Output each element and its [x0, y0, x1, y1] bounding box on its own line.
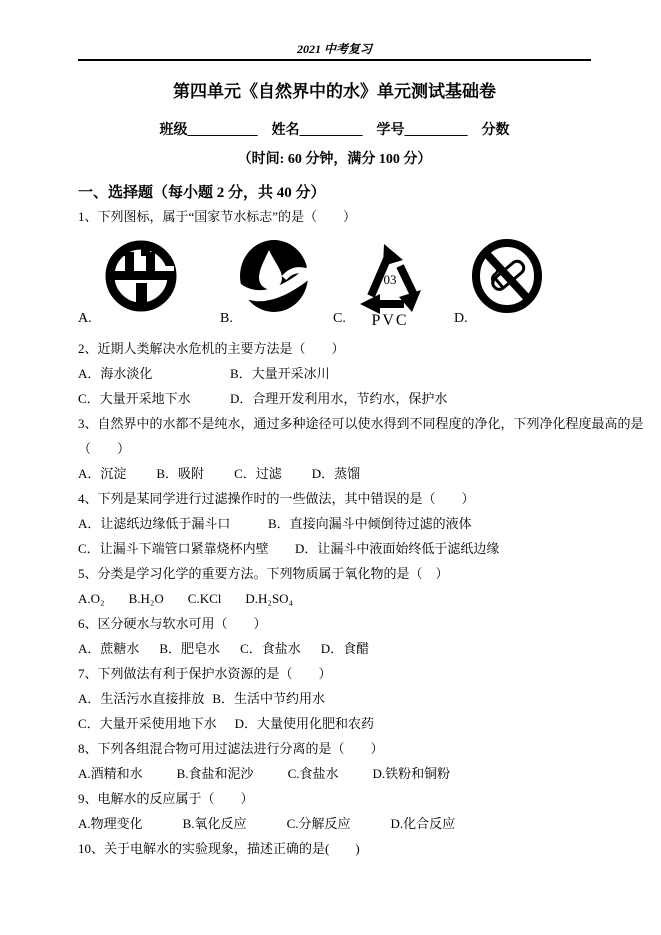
option-text: A.物理变化: [78, 816, 143, 831]
question-3-stem-continued: （ ）: [78, 441, 131, 456]
question-6-stem: 6、区分硬水与软水可用（ ）: [78, 616, 267, 631]
option-text: D.铁粉和铜粉: [372, 766, 451, 781]
question-4-options-row-1: [78, 516, 591, 531]
option-text: C.分解反应: [286, 816, 351, 831]
option-text: A.O₂: [78, 591, 105, 606]
option-text: C.KCl: [187, 591, 222, 606]
option-text: B.氧化反应: [182, 816, 247, 831]
section-1-heading: 一、选择题（每小题 2 分，共 40 分）: [78, 185, 326, 201]
option-text: D．让漏斗中液面始终低于滤纸边缘: [295, 541, 500, 556]
recycling-pvc-logo-icon: [346, 234, 432, 327]
option-text: D．蒸馏: [311, 466, 361, 481]
option-text: D．食醋: [320, 641, 370, 656]
option-text: B.H₂O: [128, 591, 164, 606]
option-text: D．大量使用化肥和农药: [234, 716, 375, 731]
option-text: C．大量开采地下水: [78, 391, 191, 406]
option-text: D.H₂SO₄: [245, 591, 294, 606]
option-text: B．吸附: [156, 466, 205, 481]
question-4-stem: 4、下列是某同学进行过滤操作时的一些做法，其中错误的是（ ）: [78, 491, 475, 506]
option-text: A．让滤纸边缘低于漏斗口: [78, 516, 231, 531]
question-2-options-row-2: [78, 391, 591, 406]
class-blank: 班级__________: [159, 123, 258, 138]
page-title: 第四单元《自然界中的水》单元测试基础卷: [173, 82, 496, 101]
option-text: C．大量开采使用地下水: [78, 716, 217, 731]
question-2-options-row-1: [78, 366, 591, 381]
option-c-figure: [333, 234, 454, 329]
option-text: B.食盐和泥沙: [176, 766, 254, 781]
option-text: B．肥皂水: [159, 641, 221, 656]
option-text: B．大量开采冰川: [230, 366, 330, 381]
question-8-stem: 8、下列各组混合物可用过滤法进行分离的是（ ）: [78, 741, 384, 756]
question-10-stem: 10、关于电解水的实验现象，描述正确的是( ): [78, 841, 360, 856]
option-c-label: C.: [333, 311, 346, 326]
option-text: B．生活中节约用水: [212, 691, 326, 706]
question-6-options-row: [78, 641, 591, 656]
question-7-stem: 7、下列做法有利于保护水资源的是（ ）: [78, 666, 332, 681]
question-7-options-row-2: [78, 716, 591, 731]
student-id-blank: 学号_________: [376, 123, 468, 138]
option-b-label: B.: [220, 311, 233, 326]
option-text: A．海水淡化: [78, 366, 153, 381]
option-text: A．蔗糖水: [78, 641, 140, 656]
option-text: C．让漏斗下端管口紧靠烧杯内壁: [78, 541, 269, 556]
option-text: A.酒精和水: [78, 766, 143, 781]
option-text: C．食盐水: [240, 641, 301, 656]
recycle-material-text: PVC: [371, 312, 409, 327]
time-score-line: （时间: 60 分钟，满分 100 分）: [237, 152, 432, 167]
question-7-options-row-1: [78, 691, 591, 706]
option-text: A．沉淀: [78, 466, 127, 481]
option-a-figure: [78, 234, 220, 329]
question-5-options-row: [78, 591, 591, 606]
question-2-stem: 2、近期人类解决水危机的主要方法是（ ）: [78, 341, 345, 356]
option-text: D.化合反应: [390, 816, 456, 831]
student-info-line: [78, 119, 591, 139]
score-blank: 分数: [481, 123, 510, 138]
question-4-options-row-2: [78, 541, 591, 556]
option-text: C．过滤: [234, 466, 282, 481]
question-3-stem: 3、自然界中的水都不是纯水，通过多种途径可以使水得到不同程度的净化，下列净化程度最高的是: [78, 416, 644, 431]
recycle-code-text: 03: [383, 272, 397, 287]
question-1-stem: 1、下列图标，属于“国家节水标志”的是（ ）: [78, 209, 357, 224]
option-text: C.食盐水: [287, 766, 339, 781]
no-smoking-sign-icon: [467, 237, 547, 315]
question-8-options-row: [78, 766, 591, 781]
option-text: D．合理开发利用水，节约水，保护水: [230, 391, 448, 406]
option-d-label: D.: [454, 311, 468, 326]
header-divider: [78, 59, 591, 61]
option-d-figure: [454, 234, 584, 329]
option-b-figure: [220, 234, 333, 329]
name-blank: 姓名_________: [271, 123, 363, 138]
water-saving-hand-drop-logo-icon: [236, 238, 312, 314]
question-5-stem: 5、分类是学习化学的重要方法。下列物质属于氧化物的是（ ）: [78, 566, 449, 581]
option-a-label: A.: [78, 311, 92, 326]
question-1-icon-row: [78, 234, 591, 329]
question-9-stem: 9、电解水的反应属于（ ）: [78, 791, 254, 806]
question-9-options-row: [78, 816, 591, 831]
option-text: A．生活污水直接排放: [78, 691, 205, 706]
page-header: 2021 中考复习: [296, 42, 372, 56]
option-text: B．直接向漏斗中倾倒待过滤的液体: [268, 516, 472, 531]
question-3-options-row: [78, 466, 591, 481]
circle-emblem-logo-icon: [100, 236, 182, 316]
